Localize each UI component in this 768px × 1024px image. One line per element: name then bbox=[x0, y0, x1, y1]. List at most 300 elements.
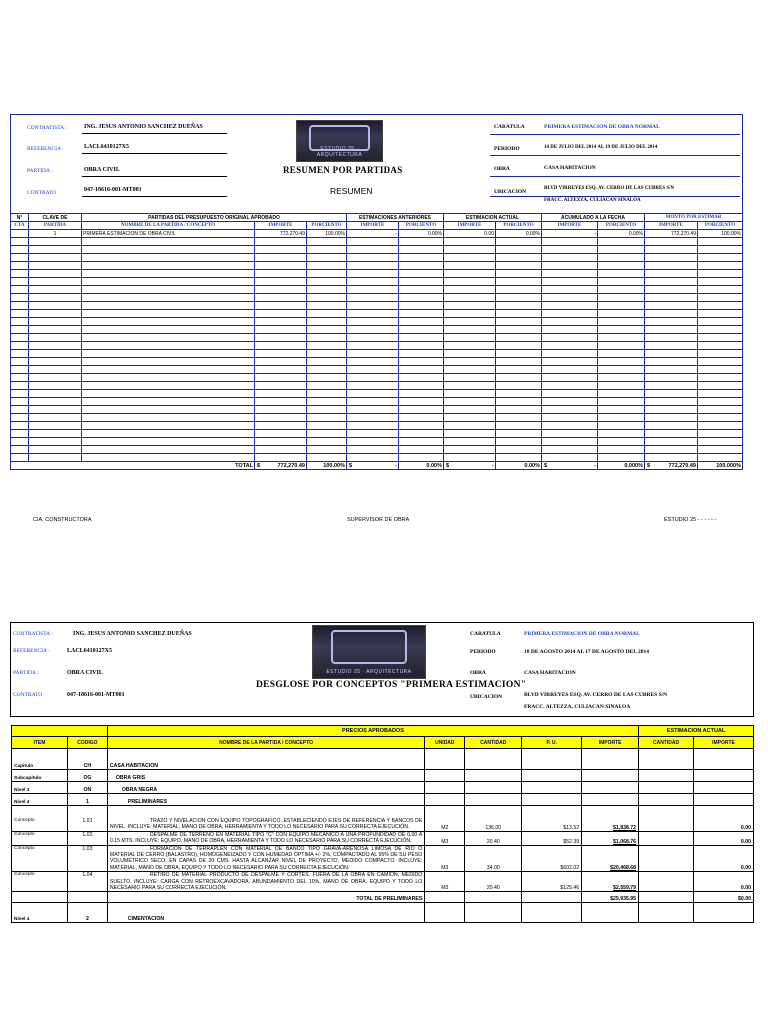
empty-cell bbox=[255, 446, 307, 454]
empty-cell bbox=[29, 358, 82, 366]
total-value: 100.000% bbox=[716, 462, 741, 469]
total-label: TOTAL DE PRELIMINARES bbox=[107, 892, 424, 903]
empty-cell bbox=[399, 422, 444, 430]
periodo-label: PERIODO bbox=[494, 146, 520, 152]
empty-cell bbox=[12, 749, 68, 759]
divider bbox=[82, 196, 227, 197]
empty-cell bbox=[255, 246, 307, 254]
empty-cell bbox=[598, 446, 645, 454]
empty-cell bbox=[444, 246, 496, 254]
empty-cell bbox=[698, 422, 743, 430]
summary-header-row bbox=[11, 214, 743, 222]
concept-current-qty bbox=[639, 818, 694, 831]
empty-cell bbox=[645, 318, 698, 326]
level-name: CASA HABITACION bbox=[107, 758, 424, 770]
empty-cell bbox=[82, 358, 255, 366]
empty-cell bbox=[399, 350, 444, 358]
empty-cell bbox=[444, 294, 496, 302]
empty-cell bbox=[639, 758, 694, 770]
concept-qty: 20.40 bbox=[465, 872, 522, 892]
empty-cell bbox=[522, 892, 582, 903]
empty-cell bbox=[307, 414, 347, 422]
empty-cell bbox=[542, 334, 598, 342]
concept-item: Concepto bbox=[12, 831, 68, 845]
empty-cell bbox=[645, 438, 698, 446]
header-cell: CLAVE DE bbox=[29, 214, 82, 222]
empty-cell bbox=[399, 390, 444, 398]
total-cell bbox=[542, 462, 598, 470]
total-value: TOTAL bbox=[235, 462, 253, 469]
empty-cell bbox=[496, 294, 542, 302]
empty-cell bbox=[347, 430, 399, 438]
col-code: CODIGO bbox=[67, 737, 107, 749]
summary-cell: 0.00% bbox=[598, 230, 645, 238]
signature-studio: ESTUDIO 25 - - - - - - bbox=[664, 517, 717, 523]
empty-cell bbox=[347, 318, 399, 326]
empty-cell bbox=[598, 326, 645, 334]
empty-row bbox=[11, 278, 743, 286]
empty-cell bbox=[496, 390, 542, 398]
empty-cell bbox=[347, 302, 399, 310]
empty-cell bbox=[29, 326, 82, 334]
empty-cell bbox=[444, 278, 496, 286]
empty-cell bbox=[598, 406, 645, 414]
empty-cell bbox=[444, 390, 496, 398]
empty-cell bbox=[639, 892, 694, 903]
empty-cell bbox=[645, 406, 698, 414]
empty-cell bbox=[29, 262, 82, 270]
concept-current-import: 0.00 bbox=[694, 818, 754, 831]
empty-cell bbox=[399, 254, 444, 262]
concept-row bbox=[12, 818, 754, 831]
concept-item: Concepto bbox=[12, 818, 68, 831]
empty-cell bbox=[698, 390, 743, 398]
total-cell bbox=[496, 462, 542, 470]
logo-text: ESTUDIO 25 · ARQUITECTURA bbox=[316, 146, 363, 158]
empty-cell bbox=[444, 366, 496, 374]
concept-description: RETIRO DE MATERIAL PRODUCTO DE DESPALME Y CORTES, FUERA DE LA OBRA EN CAMION, MEDIDO SUELTO. INCLUYE: CARGA CON RETROEXCAVADORA, ABUNDAMIENTO DEL 10%, MANO DE OBRA, EQUIPO Y TODO LO NECESARIO PARA SU CORRECTA EJECUCIÓN. bbox=[107, 872, 424, 892]
empty-cell bbox=[542, 326, 598, 334]
empty-cell bbox=[29, 286, 82, 294]
empty-cell bbox=[639, 806, 694, 819]
empty-cell bbox=[496, 374, 542, 382]
empty-cell bbox=[399, 262, 444, 270]
total-value: 772,270.49 bbox=[277, 462, 305, 469]
empty-cell bbox=[12, 892, 68, 903]
header-blank bbox=[12, 726, 108, 737]
empty-cell bbox=[29, 246, 82, 254]
empty-cell bbox=[425, 912, 465, 923]
currency-symbol: $ bbox=[446, 462, 450, 469]
empty-row bbox=[11, 366, 743, 374]
empty-cell bbox=[11, 270, 29, 278]
empty-cell bbox=[307, 366, 347, 374]
concept-import: $20,468.68 bbox=[582, 845, 639, 872]
empty-cell bbox=[399, 334, 444, 342]
divider bbox=[82, 153, 227, 154]
level-row bbox=[12, 758, 754, 770]
empty-cell bbox=[29, 270, 82, 278]
empty-cell bbox=[67, 892, 107, 903]
empty-cell bbox=[82, 246, 255, 254]
level-code: OG bbox=[67, 770, 107, 782]
concept-row bbox=[12, 845, 754, 872]
empty-cell bbox=[496, 414, 542, 422]
empty-row bbox=[11, 406, 743, 414]
empty-cell bbox=[694, 758, 754, 770]
empty-cell bbox=[347, 446, 399, 454]
empty-cell bbox=[255, 238, 307, 246]
level-row bbox=[12, 770, 754, 782]
contrato-value: 047-18616-001-MT001 bbox=[67, 692, 125, 698]
empty-cell bbox=[542, 406, 598, 414]
empty-cell bbox=[645, 446, 698, 454]
empty-cell bbox=[645, 374, 698, 382]
empty-cell bbox=[645, 350, 698, 358]
divider bbox=[490, 155, 740, 156]
empty-cell bbox=[307, 270, 347, 278]
empty-cell bbox=[347, 382, 399, 390]
empty-cell bbox=[698, 302, 743, 310]
ubicacion-label: UBICACION bbox=[470, 694, 503, 700]
empty-cell bbox=[107, 903, 424, 913]
empty-row bbox=[11, 414, 743, 422]
contratista-value: ING. JESUS ANTONIO SANCHEZ DUEÑAS bbox=[73, 631, 192, 637]
empty-cell bbox=[542, 254, 598, 262]
empty-cell bbox=[11, 406, 29, 414]
empty-cell bbox=[255, 422, 307, 430]
empty-cell bbox=[444, 254, 496, 262]
empty-cell bbox=[645, 422, 698, 430]
empty-row bbox=[11, 310, 743, 318]
contrato-label: CONTRATO bbox=[13, 692, 43, 698]
empty-cell bbox=[11, 374, 29, 382]
empty-cell bbox=[307, 398, 347, 406]
empty-cell bbox=[82, 310, 255, 318]
breakdown-table bbox=[11, 725, 754, 923]
partida-value: OBRA CIVIL bbox=[67, 670, 103, 676]
level-code: CH bbox=[67, 758, 107, 770]
empty-cell bbox=[496, 454, 542, 462]
empty-cell bbox=[598, 254, 645, 262]
obra-value: CASA HABITACION bbox=[544, 165, 596, 171]
empty-cell bbox=[698, 262, 743, 270]
empty-cell bbox=[399, 342, 444, 350]
concept-qty: 34.00 bbox=[465, 845, 522, 872]
empty-cell bbox=[307, 246, 347, 254]
empty-cell bbox=[307, 278, 347, 286]
level-code: ON bbox=[67, 782, 107, 794]
header-cell: PARTIDAS DEL PRESUPUESTO ORIGINAL APROBADO bbox=[82, 214, 347, 222]
empty-row bbox=[11, 238, 743, 246]
empty-row bbox=[11, 302, 743, 310]
empty-cell bbox=[465, 782, 522, 794]
obra-value: CASA HABITACION bbox=[524, 670, 576, 676]
empty-cell bbox=[82, 334, 255, 342]
ubicacion-line1: BLVD VIRREYES ESQ. AV. CERRO DE LAS CUBRES S/N bbox=[544, 186, 675, 191]
summary-cell: - bbox=[347, 230, 399, 238]
empty-cell bbox=[29, 334, 82, 342]
empty-cell bbox=[307, 422, 347, 430]
empty-cell bbox=[698, 238, 743, 246]
concept-current-qty bbox=[639, 845, 694, 872]
empty-cell bbox=[598, 414, 645, 422]
empty-cell bbox=[82, 318, 255, 326]
empty-cell bbox=[496, 398, 542, 406]
empty-cell bbox=[582, 782, 639, 794]
empty-cell bbox=[29, 350, 82, 358]
empty-cell bbox=[698, 318, 743, 326]
empty-cell bbox=[255, 398, 307, 406]
empty-cell bbox=[399, 270, 444, 278]
empty-cell bbox=[694, 912, 754, 923]
total-cell bbox=[598, 462, 645, 470]
empty-cell bbox=[11, 446, 29, 454]
empty-cell bbox=[307, 454, 347, 462]
empty-cell bbox=[107, 806, 424, 819]
empty-row bbox=[11, 286, 743, 294]
obra-label: OBRA bbox=[494, 166, 510, 172]
empty-cell bbox=[496, 246, 542, 254]
empty-cell bbox=[496, 254, 542, 262]
empty-cell bbox=[255, 414, 307, 422]
empty-cell bbox=[444, 342, 496, 350]
empty-cell bbox=[11, 326, 29, 334]
empty-cell bbox=[29, 294, 82, 302]
concept-unit: M3 bbox=[425, 872, 465, 892]
empty-cell bbox=[82, 278, 255, 286]
empty-cell bbox=[698, 366, 743, 374]
empty-cell bbox=[444, 382, 496, 390]
level-name: OBRA NEGRA bbox=[107, 782, 424, 794]
empty-cell bbox=[444, 326, 496, 334]
empty-cell bbox=[444, 438, 496, 446]
empty-cell bbox=[496, 422, 542, 430]
empty-cell bbox=[307, 302, 347, 310]
level-row bbox=[12, 794, 754, 806]
subheader-cell: PORCIENTO bbox=[598, 222, 645, 230]
empty-cell bbox=[582, 749, 639, 759]
empty-cell bbox=[598, 422, 645, 430]
divider bbox=[82, 133, 227, 134]
empty-cell bbox=[255, 318, 307, 326]
concept-pu: $125.46 bbox=[522, 872, 582, 892]
empty-cell bbox=[82, 446, 255, 454]
empty-cell bbox=[645, 390, 698, 398]
periodo-label: PERIODO bbox=[470, 649, 496, 655]
signature-contractor: CIA. CONSTRUCTORA bbox=[33, 517, 92, 523]
empty-cell bbox=[698, 374, 743, 382]
spacer-row bbox=[12, 749, 754, 759]
empty-cell bbox=[522, 782, 582, 794]
empty-cell bbox=[496, 350, 542, 358]
empty-cell bbox=[522, 770, 582, 782]
empty-cell bbox=[698, 310, 743, 318]
summary-cell: - bbox=[542, 230, 598, 238]
empty-cell bbox=[307, 406, 347, 414]
empty-cell bbox=[425, 782, 465, 794]
ubicacion-line2: FRACC. ALTEZZA, CULIACAN SINALOA bbox=[544, 198, 641, 203]
empty-cell bbox=[444, 406, 496, 414]
empty-cell bbox=[542, 238, 598, 246]
level-row bbox=[12, 912, 754, 923]
empty-cell bbox=[542, 454, 598, 462]
empty-cell bbox=[542, 422, 598, 430]
ubicacion-line1: BLVD VIRREYES ESQ. AV. CERRO DE LAS CUBRES S/N bbox=[524, 692, 668, 698]
empty-cell bbox=[598, 430, 645, 438]
empty-cell bbox=[496, 318, 542, 326]
level-item: Subcapitulo bbox=[12, 770, 68, 782]
empty-cell bbox=[542, 286, 598, 294]
level-item: Nivel 4 bbox=[12, 794, 68, 806]
empty-cell bbox=[347, 310, 399, 318]
empty-cell bbox=[11, 302, 29, 310]
concept-current-import: 0.00 bbox=[694, 831, 754, 845]
empty-cell bbox=[399, 302, 444, 310]
empty-row bbox=[11, 430, 743, 438]
empty-cell bbox=[255, 366, 307, 374]
subheader-cell: IMPORTE bbox=[542, 222, 598, 230]
concept-description: DESPALME DE TERRENO EN MATERIAL TIPO "C" CON EQUIPO MECANICO A UNA PROFUNDIDAD DE 0.00 A 0.15 MTS. INCLUYE: EQUIPO, MANO DE OBRA, HERRAMIENTA Y TODO LO NECESARIO PARA SU CORRECTA EJECUCIÓN. bbox=[107, 831, 424, 845]
empty-cell bbox=[255, 430, 307, 438]
empty-cell bbox=[11, 334, 29, 342]
empty-cell bbox=[542, 382, 598, 390]
empty-cell bbox=[598, 454, 645, 462]
empty-cell bbox=[496, 334, 542, 342]
empty-cell bbox=[645, 270, 698, 278]
empty-row bbox=[11, 446, 743, 454]
empty-row bbox=[11, 318, 743, 326]
empty-cell bbox=[82, 254, 255, 262]
concept-import: $2,559.79 bbox=[582, 872, 639, 892]
empty-cell bbox=[542, 374, 598, 382]
empty-cell bbox=[347, 366, 399, 374]
contrato-label: CONTRATO bbox=[27, 190, 57, 196]
subheader-cell: PORCIENTO bbox=[399, 222, 444, 230]
empty-cell bbox=[82, 454, 255, 462]
empty-cell bbox=[307, 318, 347, 326]
empty-cell bbox=[698, 246, 743, 254]
total-cell bbox=[645, 462, 698, 470]
signature-supervisor: SUPERVISOR DE OBRA bbox=[347, 517, 410, 523]
col-current-import: IMPORTE bbox=[694, 737, 754, 749]
concept-current-qty bbox=[639, 831, 694, 845]
empty-cell bbox=[11, 342, 29, 350]
empty-cell bbox=[11, 454, 29, 462]
empty-cell bbox=[465, 903, 522, 913]
empty-cell bbox=[582, 794, 639, 806]
empty-cell bbox=[698, 398, 743, 406]
empty-cell bbox=[582, 903, 639, 913]
empty-cell bbox=[645, 278, 698, 286]
empty-cell bbox=[465, 770, 522, 782]
referencia-label: REFERENCIA : bbox=[13, 648, 50, 654]
empty-cell bbox=[645, 286, 698, 294]
empty-cell bbox=[444, 310, 496, 318]
referencia-value: LACL6410127X5 bbox=[84, 144, 130, 150]
empty-cell bbox=[542, 438, 598, 446]
empty-cell bbox=[425, 806, 465, 819]
contratista-label: CONTRATISTA : bbox=[13, 631, 53, 637]
empty-cell bbox=[82, 270, 255, 278]
empty-cell bbox=[425, 758, 465, 770]
empty-cell bbox=[425, 892, 465, 903]
empty-cell bbox=[496, 430, 542, 438]
subheader-cell: IMPORTE bbox=[444, 222, 496, 230]
empty-cell bbox=[542, 414, 598, 422]
empty-cell bbox=[444, 446, 496, 454]
total-value: - bbox=[594, 462, 596, 469]
concept-unit: M3 bbox=[425, 845, 465, 872]
partida-label: PARTIDA : bbox=[27, 168, 53, 174]
empty-cell bbox=[11, 414, 29, 422]
empty-cell bbox=[399, 310, 444, 318]
empty-cell bbox=[347, 294, 399, 302]
empty-cell bbox=[444, 350, 496, 358]
empty-cell bbox=[11, 254, 29, 262]
empty-cell bbox=[347, 414, 399, 422]
empty-cell bbox=[347, 438, 399, 446]
periodo-value: 14 DE JULIO DEL 2014 AL 19 DE JULIO DEL 2014 bbox=[544, 145, 658, 150]
empty-cell bbox=[694, 903, 754, 913]
empty-cell bbox=[347, 238, 399, 246]
divider bbox=[490, 196, 740, 197]
total-cell bbox=[255, 462, 307, 470]
empty-cell bbox=[347, 278, 399, 286]
empty-cell bbox=[82, 374, 255, 382]
total-value: 100.00% bbox=[323, 462, 345, 469]
empty-cell bbox=[698, 286, 743, 294]
empty-cell bbox=[347, 286, 399, 294]
empty-cell bbox=[347, 374, 399, 382]
empty-cell bbox=[67, 903, 107, 913]
total-cell bbox=[698, 462, 743, 470]
referencia-value: LACL6410127X5 bbox=[67, 648, 113, 654]
empty-cell bbox=[347, 270, 399, 278]
empty-cell bbox=[29, 422, 82, 430]
studio-logo bbox=[312, 625, 426, 679]
concept-code: 1.01 bbox=[67, 818, 107, 831]
empty-cell bbox=[399, 414, 444, 422]
empty-row bbox=[11, 326, 743, 334]
summary-cell bbox=[11, 230, 29, 238]
empty-cell bbox=[399, 286, 444, 294]
col-unit: UNIDAD bbox=[425, 737, 465, 749]
empty-row bbox=[11, 334, 743, 342]
empty-cell bbox=[542, 246, 598, 254]
empty-cell bbox=[698, 278, 743, 286]
column-header-row bbox=[12, 737, 754, 749]
empty-cell bbox=[82, 430, 255, 438]
empty-cell bbox=[255, 326, 307, 334]
spacer-row bbox=[12, 903, 754, 913]
concept-unit: M2 bbox=[425, 818, 465, 831]
empty-cell bbox=[444, 358, 496, 366]
empty-cell bbox=[598, 302, 645, 310]
subheader-cell: IMPORTE bbox=[645, 222, 698, 230]
empty-cell bbox=[82, 262, 255, 270]
empty-cell bbox=[496, 382, 542, 390]
summary-total-row bbox=[11, 462, 743, 470]
empty-cell bbox=[694, 794, 754, 806]
empty-cell bbox=[29, 342, 82, 350]
empty-cell bbox=[255, 438, 307, 446]
empty-cell bbox=[598, 278, 645, 286]
empty-cell bbox=[542, 302, 598, 310]
concept-row bbox=[12, 872, 754, 892]
partida-label: PARTIDA : bbox=[13, 670, 39, 676]
empty-cell bbox=[82, 294, 255, 302]
